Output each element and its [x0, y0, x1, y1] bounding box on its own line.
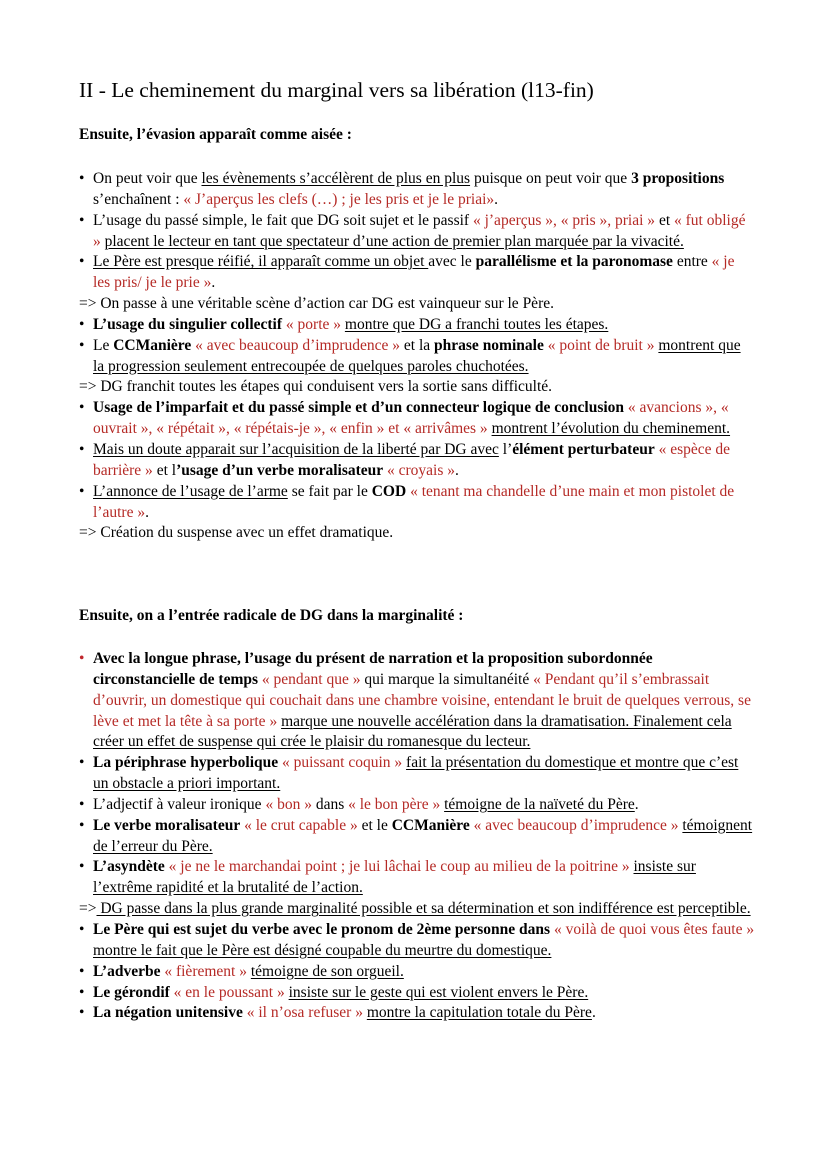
quote-text: « bon »: [265, 795, 312, 813]
underlined-text: insiste sur le geste qui est violent envers le Père.: [288, 983, 589, 1001]
quote-text: « Pendant qu’il s’embrassait d’ouvrir, un domestique qui couchait dans une chambre voisine, entendant le bruit de quelques verrous, se lève et met la tête à sa porte »: [93, 670, 751, 730]
quote-text: « je ne le marchandai point ; je lui lâchai le coup au milieu de la poitrine »: [168, 858, 630, 876]
bold-term: Le verbe moralisateur: [93, 816, 241, 834]
quote-text: « J’aperçus les clefs (…) ; je les pris et je le priai»: [183, 190, 495, 208]
text-run: L’adjectif à valeur ironique: [93, 795, 266, 813]
text-run: .: [211, 274, 216, 292]
conclusion-line: [79, 523, 755, 544]
bullet-item: [79, 962, 755, 983]
bold-term: 3 propositions: [631, 170, 725, 187]
bullet-item: [79, 816, 755, 858]
bullet-item: [79, 857, 755, 899]
bold-term: L’usage du singulier collectif: [93, 315, 286, 333]
bullet-item: [79, 920, 755, 962]
underlined-text: témoigne de la naïveté du Père: [444, 795, 635, 813]
text-run: et le: [357, 816, 392, 834]
underlined-text: montrent l’évolution du cheminement.: [491, 420, 731, 438]
underlined-text: Le Père est presque réifié, il apparaît comme un objet: [93, 253, 429, 271]
underlined-text: DG passe dans la plus grande marginalité possible et sa détermination et son indifférence est perceptible.: [96, 900, 751, 918]
quote-text: « point de bruit »: [547, 336, 655, 354]
text-run: .: [145, 503, 149, 521]
text-run: se fait par le: [287, 482, 372, 500]
text-run: puisque on peut voir que: [470, 170, 632, 187]
bold-term: phrase nominale: [434, 336, 544, 354]
quote-text: « fièrement »: [164, 962, 247, 980]
underlined-text: L’annonce de l’usage de l’arme: [93, 482, 288, 500]
underlined-text: montre la capitulation totale du Père: [366, 1004, 592, 1022]
bullet-item: [79, 795, 755, 816]
bold-term: CCManière: [391, 816, 470, 834]
page-title: II - Le cheminement du marginal vers sa libération (l13-fin): [79, 78, 594, 102]
quote-text: « tenant ma chandelle d’une main et mon pistolet de l’autre »: [93, 482, 735, 521]
quote-text: « le crut capable »: [244, 816, 358, 834]
text-run: => DG franchit toutes les étapes qui conduisent vers la sortie sans difficulté.: [79, 378, 553, 396]
bullet-item: [79, 482, 755, 524]
quote-text: « espèce de barrière »: [93, 440, 731, 479]
underlined-text: marque une nouvelle accélération dans la dramatisation. Finalement cela créer un effet de suspense qui crée le plaisir du romanesque du lecteur.: [93, 712, 732, 751]
underlined-text: témoigne de son orgueil.: [250, 962, 404, 980]
bold-term: Le Père qui est sujet du verbe avec le pronom de 2ème personne dans: [93, 920, 551, 938]
conclusion-line: [79, 377, 755, 398]
text-run: =>: [79, 900, 97, 918]
quote-text: « avancions », « ouvrait », « répétait », « répétais-je », « enfin » et « arrivâmes »: [93, 399, 729, 438]
section-evasion-body: [79, 169, 755, 544]
bold-term: parallélisme et la paronomase: [475, 253, 673, 271]
text-run: s’enchaînent :: [93, 190, 184, 208]
quote-text: « puissant coquin »: [282, 754, 403, 772]
bullet-item: [79, 315, 755, 336]
bullet-item: [79, 649, 755, 753]
quote-text: « porte »: [285, 315, 342, 333]
quote-text: « avec beaucoup d’imprudence »: [473, 816, 679, 834]
bold-term: élément perturbateur: [512, 440, 655, 458]
text-run: On peut voir que: [93, 170, 202, 187]
text-run: et l: [152, 461, 177, 479]
underlined-text: montre que DG a franchi toutes les étapes.: [344, 315, 609, 333]
text-run: .: [455, 461, 459, 479]
bullet-item: [79, 252, 755, 294]
text-run: .: [634, 795, 639, 813]
text-run: et la: [400, 336, 435, 354]
section-heading-evasion: Ensuite, l’évasion apparaît comme aisée :: [79, 126, 352, 143]
quote-text: « le bon père »: [348, 795, 441, 813]
underlined-text: placent le lecteur en tant que spectateur d’une action de premier plan marquée par la vivacité.: [104, 232, 684, 250]
underlined-text: Mais un doute apparait sur l’acquisition de la liberté par DG avec: [93, 440, 499, 458]
quote-text: « pendant que »: [261, 670, 361, 688]
quote-text: « croyais »: [387, 461, 456, 479]
bold-term: COD: [371, 482, 407, 500]
text-run: entre: [672, 253, 712, 271]
bold-term: Avec la longue phrase, l’usage du présent de narration et la proposition subordonnée circonstancielle de temps: [93, 650, 653, 688]
text-run: Le: [93, 336, 114, 354]
bold-term: ’usage d’un verbe moralisateur: [176, 461, 384, 479]
bullet-item: [79, 398, 755, 440]
bold-term: La périphrase hyperbolique: [93, 754, 279, 772]
bullet-item: [79, 336, 755, 378]
bold-term: L’asyndète: [93, 858, 165, 876]
underlined-text: insiste sur l’extrême rapidité et la brutalité de l’action.: [93, 858, 696, 897]
bold-term: CCManière: [113, 336, 192, 354]
bold-term: Usage de l’imparfait et du passé simple et d’un connecteur logique de conclusion: [93, 399, 625, 417]
quote-text: « avec beaucoup d’imprudence »: [195, 336, 401, 354]
bullet-item: [79, 211, 755, 253]
text-run: .: [494, 190, 499, 208]
quote-text: « fut obligé »: [93, 211, 746, 250]
text-run: qui marque la simultanéité: [360, 670, 534, 688]
bold-term: L’adverbe: [93, 962, 161, 980]
quote-text: « j’aperçus », « pris », priai »: [472, 211, 656, 229]
quote-text: « voilà de quoi vous êtes faute »: [553, 920, 755, 938]
underlined-text: témoignent de l’erreur du Père.: [93, 816, 753, 855]
text-run: .: [591, 1004, 596, 1022]
section-heading-marginalite: Ensuite, on a l’entrée radicale de DG dans la marginalité :: [79, 607, 464, 624]
underlined-text: montrent que la progression seulement entrecoupée de quelques paroles chuchotées.: [93, 336, 741, 375]
quote-text: « je les pris/ je le prie »: [93, 253, 735, 292]
conclusion-line: [79, 294, 755, 315]
text-run: et: [655, 211, 674, 229]
quote-text: « il n’osa refuser »: [246, 1004, 363, 1022]
section-marginalite-body: [79, 649, 755, 1024]
underlined-text: fait la présentation du domestique et montre que c’est un obstacle a priori important.: [93, 754, 739, 793]
underlined-text: montre le fait que le Père est désigné coupable du meurtre du domestique.: [93, 941, 552, 959]
text-run: dans: [311, 795, 349, 813]
bullet-item: [79, 983, 755, 1004]
text-run: L’usage du passé simple, le fait que DG soit sujet et le passif: [93, 211, 473, 229]
text-run: => Création du suspense avec un effet dramatique.: [79, 524, 394, 542]
conclusion-line: [79, 899, 755, 920]
underlined-text: les évènements s’accélèrent de plus en plus: [201, 170, 471, 187]
quote-text: « en le poussant »: [173, 983, 285, 1001]
bold-term: La négation unitensive: [93, 1004, 243, 1022]
bullet-item: [79, 169, 755, 211]
text-run: => On passe à une véritable scène d’action car DG est vainqueur sur le Père.: [79, 295, 554, 313]
bullet-item: [79, 440, 755, 482]
bullet-item: [79, 1003, 755, 1024]
text-run: avec le: [428, 253, 476, 271]
text-run: l’: [498, 440, 513, 458]
bold-term: Le gérondif: [93, 983, 170, 1001]
bullet-item: [79, 753, 755, 795]
